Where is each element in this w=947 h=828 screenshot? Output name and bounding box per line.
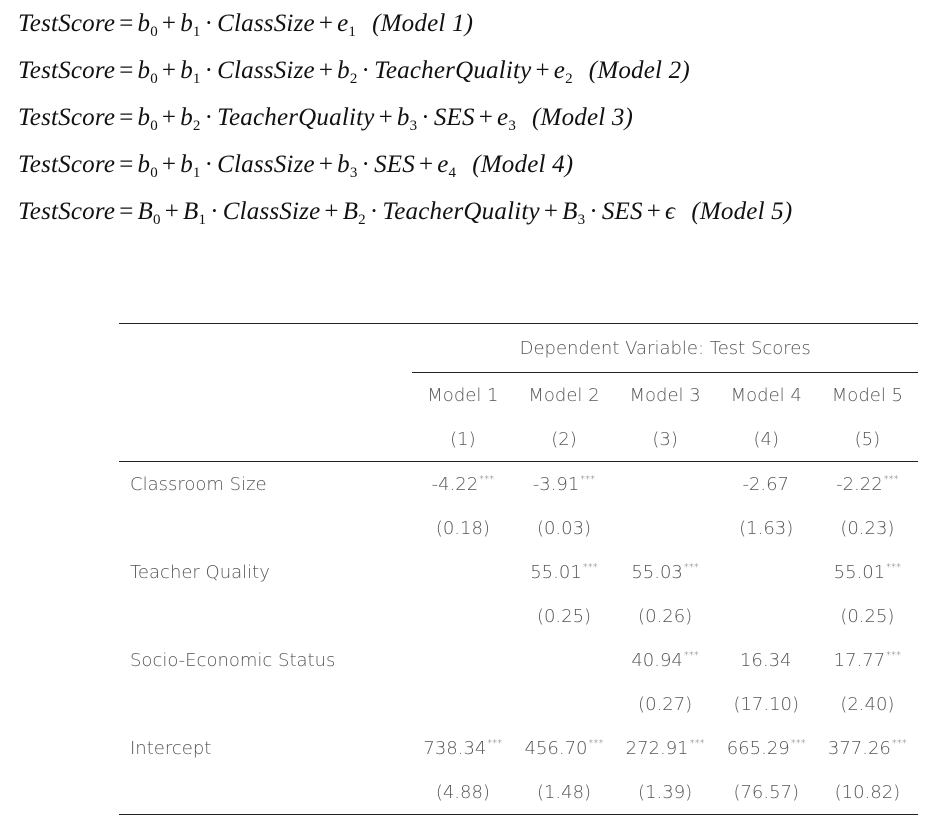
standard-error-cell: (76.57) <box>716 770 817 815</box>
term <box>137 151 158 181</box>
coefficient-cell <box>817 726 918 770</box>
term <box>382 198 539 225</box>
coefficient-cell <box>817 550 918 594</box>
operator: · <box>369 198 379 225</box>
coefficient-cell <box>513 638 614 682</box>
model-header: Model 1 <box>427 384 499 406</box>
term-symbol: TeacherQuality <box>374 57 532 84</box>
operator: · <box>589 198 598 225</box>
equation-lhs: TestScore <box>18 104 116 131</box>
term-symbol: SES <box>433 104 475 131</box>
term <box>497 104 517 134</box>
term <box>553 57 573 87</box>
operator: + <box>318 151 334 178</box>
term-symbol: b <box>137 151 151 178</box>
operator: + <box>543 198 559 225</box>
coefficient-value: -3.91 <box>532 473 580 495</box>
empty-corner-cell <box>119 324 412 462</box>
term-symbol: ClassSize <box>217 57 315 84</box>
term-symbol: B <box>137 198 153 225</box>
term-subscript: 0 <box>150 118 158 134</box>
term-subscript: 2 <box>192 118 201 134</box>
standard-error-cell: (0.03) <box>536 517 592 539</box>
term-symbol: b <box>337 151 350 178</box>
term-subscript: 0 <box>150 71 158 87</box>
coefficient-value: 55.01 <box>530 561 582 583</box>
coefficient-value: 17.77 <box>833 649 886 671</box>
operator: · <box>204 57 214 84</box>
empty-label-cell <box>119 682 412 726</box>
operator: + <box>646 198 662 225</box>
term <box>183 198 207 228</box>
standard-error-cell: (4.88) <box>412 770 513 815</box>
term-subscript: 2 <box>349 71 358 87</box>
coefficient-row <box>119 462 918 507</box>
coefficient-cell <box>615 726 716 770</box>
standard-error-cell: (0.23) <box>840 517 895 539</box>
term <box>337 10 357 40</box>
standard-error-cell: (2.40) <box>840 693 895 715</box>
term-symbol: b <box>137 104 151 131</box>
term-subscript: 2 <box>565 71 573 87</box>
equals-sign: = <box>119 104 134 131</box>
coefficient-value: -2.67 <box>742 473 790 495</box>
operator: + <box>161 57 177 84</box>
coefficient-cell <box>615 550 716 594</box>
significance-stars: *** <box>683 561 699 573</box>
term-symbol: SES <box>601 198 643 225</box>
coefficient-cell <box>716 638 817 682</box>
coefficient-value: 55.01 <box>833 561 886 583</box>
term-symbol: ϵ <box>665 198 676 225</box>
operator: · <box>361 151 371 178</box>
significance-stars: *** <box>891 737 907 749</box>
standard-error-cell <box>615 506 716 550</box>
term <box>137 10 158 40</box>
term <box>437 151 457 181</box>
variable-label: Socio-Economic Status <box>130 649 336 671</box>
equation-model-4 <box>18 145 792 192</box>
standard-error-cell <box>412 682 513 726</box>
equals-sign: = <box>119 57 134 84</box>
coefficient-cell <box>513 726 614 770</box>
model-header: Model 3 <box>629 384 701 406</box>
term-symbol: b <box>396 104 410 131</box>
term-symbol: e <box>337 10 349 37</box>
equations-block <box>18 4 792 239</box>
coefficient-value: 40.94 <box>631 649 683 671</box>
significance-stars: *** <box>588 737 604 749</box>
equation-model-1 <box>18 4 792 51</box>
model-header: Model 2 <box>528 384 600 406</box>
empty-label-cell <box>119 594 412 638</box>
term-symbol: e <box>553 57 566 84</box>
term <box>180 57 201 87</box>
equation-lhs: TestScore <box>18 10 116 37</box>
coefficient-cell <box>716 726 817 770</box>
term-symbol: B <box>562 198 578 225</box>
operator: · <box>204 10 214 37</box>
significance-stars: *** <box>479 473 495 485</box>
operator: + <box>161 104 177 131</box>
term <box>374 151 415 178</box>
operator: + <box>535 57 550 84</box>
standard-error-cell: (17.10) <box>733 693 800 715</box>
standard-error-cell: (0.26) <box>638 605 693 627</box>
model-tag: (Model 1) <box>372 10 474 37</box>
term <box>396 104 418 134</box>
term <box>180 10 201 40</box>
significance-stars: *** <box>790 737 806 749</box>
term <box>434 104 475 131</box>
coefficient-cell <box>412 726 513 770</box>
standard-error-cell: (0.18) <box>435 517 490 539</box>
coefficient-cell <box>513 462 614 507</box>
coefficient-value: 55.03 <box>631 561 683 583</box>
term-subscript: 3 <box>577 212 586 228</box>
term <box>665 198 675 225</box>
term <box>562 198 586 228</box>
term-symbol: TeacherQuality <box>217 104 375 131</box>
model-header: Model 5 <box>831 384 903 406</box>
term <box>223 198 321 225</box>
term-symbol: b <box>137 57 151 84</box>
model-number: (1) <box>412 417 513 462</box>
model-number: (4) <box>716 417 817 462</box>
model-tag: (Model 3) <box>532 104 634 131</box>
operator: + <box>318 10 334 37</box>
significance-stars: *** <box>689 737 705 749</box>
significance-stars: *** <box>683 649 699 661</box>
term-subscript: 3 <box>409 118 418 134</box>
standard-error-cell: (1.39) <box>615 770 716 815</box>
coefficient-cell <box>412 550 513 594</box>
term <box>217 104 374 131</box>
operator: + <box>378 104 393 131</box>
operator: + <box>318 57 334 84</box>
equation-model-3 <box>18 98 792 145</box>
model-number: (5) <box>817 417 918 462</box>
term-subscript: 2 <box>358 212 366 228</box>
operator: · <box>210 198 219 225</box>
standard-error-row <box>119 506 918 550</box>
equation-lhs: TestScore <box>18 57 116 84</box>
equals-sign: = <box>119 151 134 178</box>
term <box>217 151 315 178</box>
term-symbol: b <box>180 104 193 131</box>
coefficient-cell <box>412 638 513 682</box>
model-tag: (Model 2) <box>588 57 690 84</box>
equals-sign: = <box>119 10 134 37</box>
coefficient-value: 665.29 <box>726 737 790 759</box>
operator: · <box>361 57 371 84</box>
term-subscript: 3 <box>508 118 517 134</box>
term-subscript: 1 <box>348 24 357 40</box>
coefficient-value: 16.34 <box>739 649 792 671</box>
model-number: (3) <box>615 417 716 462</box>
term-symbol: B <box>342 198 359 225</box>
term-symbol: b <box>137 10 151 37</box>
operator: · <box>421 104 430 131</box>
term <box>137 198 161 228</box>
term <box>342 198 366 228</box>
coefficient-value: -2.22 <box>836 473 883 495</box>
significance-stars: *** <box>886 561 902 573</box>
term-symbol: ClassSize <box>217 151 315 178</box>
term <box>217 57 315 84</box>
term-subscript: 0 <box>150 165 158 181</box>
significance-stars: *** <box>582 561 598 573</box>
coefficient-cell <box>412 462 513 507</box>
empty-label-cell <box>119 506 412 550</box>
coefficient-value: 738.34 <box>423 737 487 759</box>
standard-error-row <box>119 770 918 815</box>
term-symbol: ClassSize <box>217 10 315 37</box>
coefficient-cell <box>716 462 817 507</box>
coefficient-cell <box>716 550 817 594</box>
operator: + <box>478 104 494 131</box>
standard-error-cell: (10.82) <box>817 770 918 815</box>
term-subscript: 4 <box>448 165 457 181</box>
term-subscript: 1 <box>192 165 201 181</box>
term <box>217 10 315 37</box>
term <box>337 57 358 87</box>
standard-error-cell: (0.27) <box>638 693 693 715</box>
operator: + <box>418 151 434 178</box>
coefficient-row <box>119 550 918 594</box>
term <box>337 151 358 181</box>
standard-error-cell: (0.25) <box>840 605 895 627</box>
operator: · <box>204 104 214 131</box>
operator: + <box>161 10 177 37</box>
term-symbol: b <box>337 57 350 84</box>
model-header: Model 4 <box>730 384 802 406</box>
regression-table <box>119 323 918 815</box>
significance-stars: *** <box>487 737 503 749</box>
operator: + <box>161 151 177 178</box>
term-symbol: B <box>183 198 199 225</box>
coefficient-cell <box>615 638 716 682</box>
equation-lhs: TestScore <box>18 198 116 225</box>
coefficient-cell <box>817 638 918 682</box>
equation-lhs: TestScore <box>18 151 116 178</box>
standard-error-cell: (0.25) <box>536 605 592 627</box>
term <box>137 57 158 87</box>
term-symbol: ClassSize <box>222 198 321 225</box>
term-subscript: 3 <box>349 165 358 181</box>
operator: + <box>324 198 339 225</box>
coefficient-row <box>119 638 918 682</box>
standard-error-cell <box>716 594 817 638</box>
coefficient-value: 272.91 <box>625 737 689 759</box>
significance-stars: *** <box>886 649 902 661</box>
term <box>180 151 201 181</box>
regression-table-container <box>119 323 918 815</box>
term-subscript: 0 <box>152 212 161 228</box>
coefficient-value: 377.26 <box>827 737 891 759</box>
equation-model-2 <box>18 51 792 98</box>
model-number: (2) <box>513 417 614 462</box>
standard-error-cell: (1.48) <box>513 770 614 815</box>
operator: · <box>204 151 214 178</box>
dependent-variable-row <box>119 324 918 373</box>
term-symbol: SES <box>374 151 415 178</box>
standard-error-row <box>119 594 918 638</box>
model-tag: (Model 5) <box>691 198 793 225</box>
term <box>137 104 158 134</box>
term <box>180 104 201 134</box>
coefficient-value: 456.70 <box>524 737 588 759</box>
term <box>602 198 643 225</box>
standard-error-cell <box>412 594 513 638</box>
term-symbol: b <box>180 10 193 37</box>
term-subscript: 1 <box>192 24 201 40</box>
significance-stars: *** <box>883 473 899 485</box>
term-symbol: b <box>180 57 193 84</box>
term-subscript: 1 <box>192 71 201 87</box>
model-tag: (Model 4) <box>472 151 574 178</box>
coefficient-row <box>119 726 918 770</box>
variable-label: Classroom Size <box>130 473 267 495</box>
coefficient-cell <box>817 462 918 507</box>
coefficient-cell <box>513 550 614 594</box>
term <box>374 57 531 84</box>
equation-model-5 <box>18 192 792 239</box>
term-symbol: b <box>180 151 193 178</box>
variable-label: Teacher Quality <box>130 561 270 583</box>
term-symbol: TeacherQuality <box>382 198 540 225</box>
term-subscript: 0 <box>150 24 158 40</box>
standard-error-cell <box>513 682 614 726</box>
term-symbol: e <box>437 151 449 178</box>
variable-label: Intercept <box>130 737 212 759</box>
equals-sign: = <box>119 198 134 225</box>
standard-error-row <box>119 682 918 726</box>
dependent-variable-header: Dependent Variable: Test Scores <box>412 324 918 373</box>
standard-error-cell: (1.63) <box>739 517 794 539</box>
term-symbol: e <box>497 104 509 131</box>
coefficient-cell <box>615 462 716 507</box>
term-subscript: 1 <box>198 212 207 228</box>
coefficient-value: -4.22 <box>431 473 479 495</box>
operator: + <box>164 198 179 225</box>
empty-label-cell <box>119 770 412 815</box>
significance-stars: *** <box>580 473 596 485</box>
